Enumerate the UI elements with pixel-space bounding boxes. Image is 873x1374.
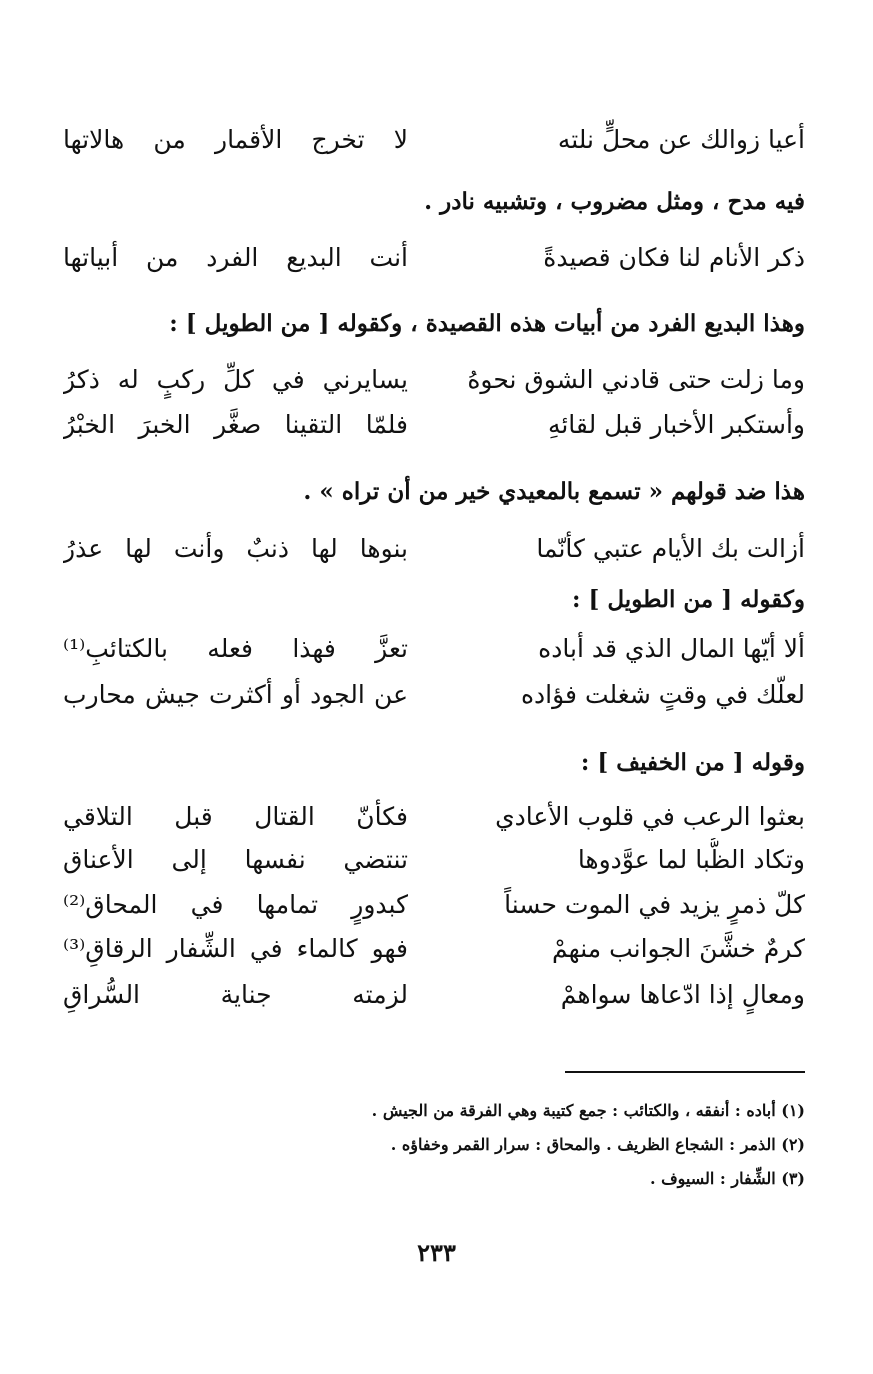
prose-line: وكقوله [ من الطويل ] : — [572, 586, 805, 613]
verse-line — [63, 236, 805, 280]
verse-second-hemistich: أنت البديع الفرد من أبياتها — [63, 243, 408, 272]
verse-line — [63, 795, 805, 839]
verse-second-hemistich: تنتضي نفسها إلى الأعناق — [63, 845, 408, 874]
verse-line — [63, 673, 805, 717]
verse-second-hemistich: يسايرني في كلِّ ركبٍ له ذكرُ — [63, 365, 408, 394]
verse-second-hemistich: فلمّا التقينا صغَّر الخبرَ الخبْرُ — [63, 410, 408, 439]
verse-line — [63, 973, 805, 1017]
verse-line — [63, 627, 805, 671]
verse-first-hemistich: ألا أيّها المال الذي قد أباده — [538, 634, 805, 663]
footnote-separator — [565, 1071, 805, 1073]
verse-line — [63, 838, 805, 882]
verse-second-hemistich: لزمته جناية السُّراقِ — [63, 980, 408, 1009]
verse-first-hemistich: بعثوا الرعب في قلوب الأعادي — [495, 802, 805, 831]
verse-second-hemistich: عن الجود أو أكثرت جيش محارب — [63, 680, 408, 709]
verse-line — [63, 403, 805, 447]
prose-line: هذا ضد قولهم « تسمع بالمعيدي خير من أن تراه » . — [303, 478, 805, 505]
verse-first-hemistich: أعيا زوالك عن محلٍّ نلته — [557, 125, 805, 154]
verse-first-hemistich: وتكاد الظُّبا لما عوَّدوها — [577, 845, 805, 874]
prose-line: وهذا البديع الفرد من أبيات هذه القصيدة ، وكقوله [ من الطويل ] : — [169, 310, 805, 337]
page-number: ٢٣٣ — [417, 1238, 456, 1267]
verse-second-hemistich: فكأنّ القتال قبل التلاقي — [63, 802, 408, 831]
prose-line: فيه مدح ، ومثل مضروب ، وتشبيه نادر . — [424, 188, 805, 215]
verse-second-hemistich: كبدورٍ تمامها في المحاق⁽²⁾ — [63, 890, 408, 919]
verse-first-hemistich: ومعالٍ إذا ادّعاها سواهمْ — [560, 980, 805, 1009]
verse-line — [63, 527, 805, 571]
verse-line — [63, 883, 805, 927]
verse-line — [63, 927, 805, 971]
verse-second-hemistich: بنوها لها ذنبٌ وأنت لها عذرُ — [63, 534, 408, 563]
verse-second-hemistich: تعزَّ فهذا فعله بالكتائبِ⁽¹⁾ — [63, 634, 408, 663]
prose-line: وقوله [ من الخفيف ] : — [580, 749, 805, 776]
verse-line — [63, 358, 805, 402]
footnote-2: (٢) الذمر : الشجاع الظريف . والمحاق : سرار القمر وخفاؤه . — [390, 1135, 805, 1154]
verse-first-hemistich: لعلّك في وقتٍ شغلت فؤاده — [520, 680, 805, 709]
verse-first-hemistich: كلّ ذمرٍ يزيد في الموت حسناً — [504, 890, 805, 919]
verse-first-hemistich: ذكر الأنام لنا فكان قصيدةً — [543, 243, 805, 272]
verse-second-hemistich: فهو كالماء في الشِّفار الرقاقِ⁽³⁾ — [63, 934, 408, 963]
verse-line — [63, 118, 805, 162]
verse-first-hemistich: وما زلت حتى قادني الشوق نحوهُ — [467, 365, 805, 394]
verse-first-hemistich: وأستكبر الأخبار قبل لقائهِ — [547, 410, 805, 439]
verse-second-hemistich: لا تخرج الأقمار من هالاتها — [63, 125, 408, 154]
footnote-3: (٣) الشِّفار : السيوف . — [649, 1169, 805, 1188]
footnote-1: (١) أباده : أنفقه ، والكتائب : جمع كتيبة وهي الفرقة من الجيش . — [371, 1101, 805, 1120]
verse-first-hemistich: أزالت بك الأيام عتبي كأنّما — [536, 534, 805, 563]
verse-first-hemistich: كرمٌ خشَّنَ الجوانب منهمْ — [552, 934, 805, 963]
